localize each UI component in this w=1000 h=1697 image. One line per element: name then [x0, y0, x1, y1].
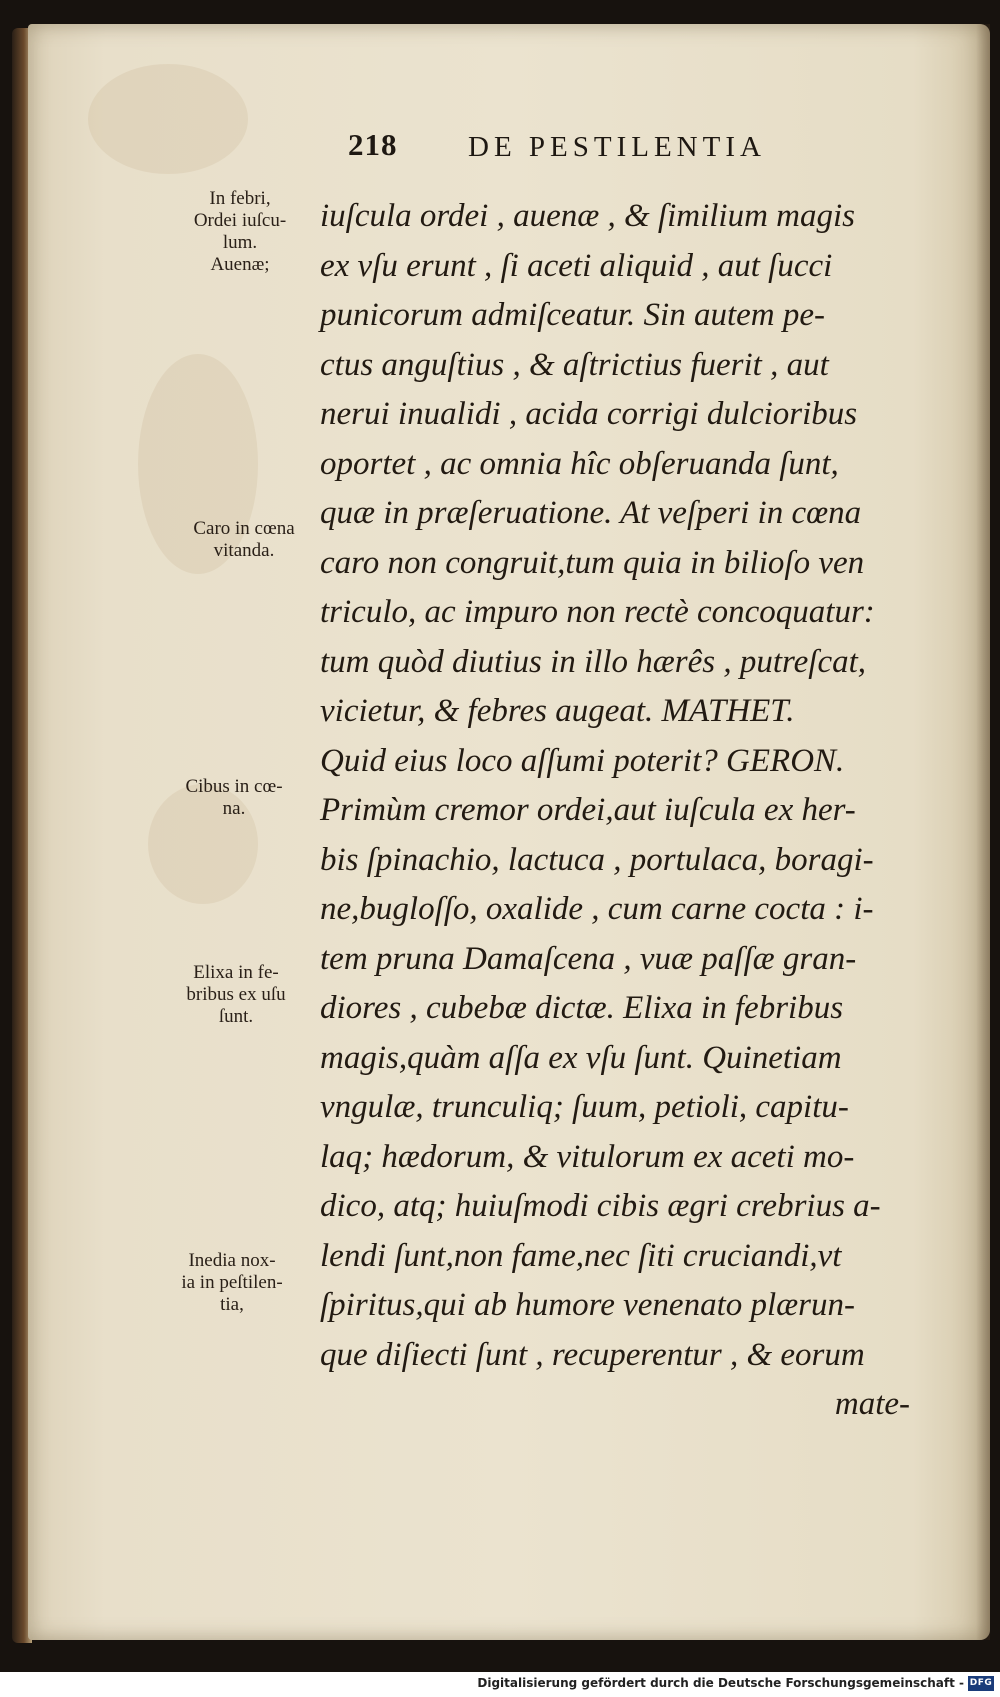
page-number: 218 — [348, 127, 398, 162]
margin-note — [170, 188, 310, 276]
text-line: que diſiecti ſunt , recuperentur , & eorum — [320, 1336, 865, 1373]
text-line: laq; hædorum, & vitulorum ex aceti mo- — [320, 1138, 855, 1175]
text-line: lendi ſunt,non fame,nec ſiti cruciandi,vt — [320, 1237, 842, 1274]
text-line: diores , cubebæ dictæ. Elixa in febribus — [320, 990, 844, 1026]
text-line: ctus anguſtius , & aſtrictius fuerit , aut — [320, 346, 829, 383]
margin-note-line: na. — [222, 798, 246, 819]
text-line: oportet , ac omnia hîc obſeruanda ſunt, — [320, 445, 839, 482]
text-line: punicorum admiſceatur. Sin autem pe- — [320, 297, 826, 333]
text-line: vngulæ, trunculiq; ſuum, petioli, capitu- — [320, 1089, 849, 1125]
dfg-logo: DFG — [968, 1676, 994, 1691]
running-title: DE PESTILENTIA — [468, 131, 766, 163]
margin-note-line: Elixa in fe- — [193, 962, 279, 983]
text-line: quæ in præſeruatione. At veſperi in cœna — [320, 495, 862, 531]
margin-note-line: Auenæ; — [210, 254, 270, 275]
text-line: ne,bugloſſo, oxalide , cum carne cocta : i- — [320, 891, 874, 927]
text-line: iuſcula ordei , auenæ , & ſimilium magis — [320, 198, 856, 234]
margin-note-line: ſunt. — [218, 1006, 254, 1027]
margin-note-line: ia in peſtilen- — [181, 1272, 283, 1293]
main-text-block — [320, 192, 910, 1430]
margin-note — [162, 1250, 302, 1316]
text-line: triculo, ac impuro non rectè concoquatur: — [320, 594, 875, 630]
text-line: vicietur, & febres augeat. MATHET. — [320, 693, 795, 729]
margin-note-line: bribus ex uſu — [186, 984, 286, 1005]
margin-note-line: In febri, — [209, 188, 271, 209]
text-line: tum quòd diutius in illo hærês , putreſcat, — [320, 643, 867, 680]
text-line: nerui inualidi , acida corrigi dulcioribus — [320, 396, 858, 432]
digitization-footer — [0, 1672, 1000, 1697]
margin-note-line: tia, — [220, 1294, 244, 1315]
margin-note-line: Inedia nox- — [188, 1250, 276, 1271]
book-page — [28, 24, 990, 1640]
footer-credit: Digitalisierung gefördert durch die Deutsche Forschungsgemeinschaft - — [477, 1676, 964, 1690]
text-line: ex vſu erunt , ſi aceti aliquid , aut ſucci — [320, 247, 833, 284]
text-line: magis,quàm aſſa ex vſu ſunt. Quinetiam — [320, 1039, 842, 1076]
margin-note-line: vitanda. — [213, 540, 275, 561]
margin-note — [174, 518, 314, 562]
text-line: caro non congruit,tum quia in bilioſo ven — [320, 544, 865, 581]
text-line: Primùm cremor ordei,aut iuſcula ex her- — [320, 792, 856, 828]
margin-note-line: Ordei iuſcu- — [193, 210, 287, 231]
text-line: dico, atq; huiuſmodi cibis ægri crebrius a- — [320, 1188, 881, 1224]
margin-note-line: Caro in cœna — [193, 518, 295, 539]
catchword: mate- — [834, 1386, 910, 1422]
margin-note-line: lum. — [222, 232, 258, 253]
text-line: tem pruna Damaſcena , vuæ paſſæ gran- — [320, 940, 857, 977]
text-line: ſpiritus,qui ab humore venenato plærun- — [320, 1287, 855, 1323]
margin-note-line: Cibus in cœ- — [185, 776, 283, 797]
margin-note — [164, 776, 304, 820]
page-edge-shadow — [976, 24, 990, 1640]
page-header — [28, 127, 990, 177]
margin-note — [166, 962, 306, 1028]
text-line: Quid eius loco aſſumi poterit? GERON. — [320, 742, 845, 779]
text-line: bis ſpinachio, lactuca , portulaca, boragi- — [320, 841, 874, 878]
